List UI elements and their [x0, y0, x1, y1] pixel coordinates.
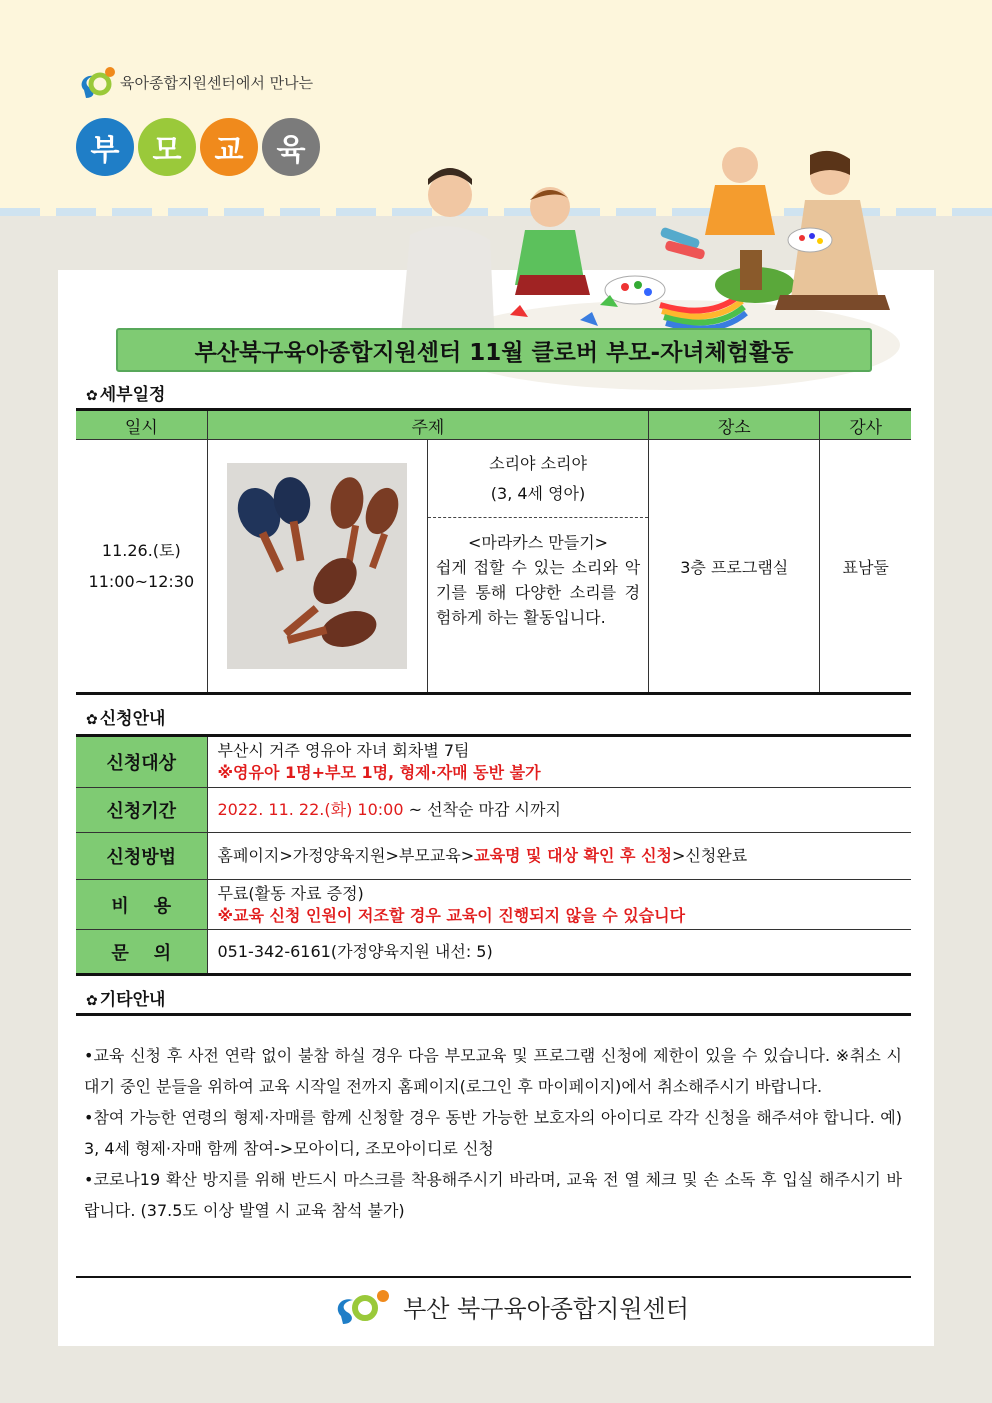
etc-divider [76, 1013, 911, 1016]
activity-description: 쉽게 접할 수 있는 소리와 악기를 통해 다양한 소리를 경험하게 하는 활동입니다. [435, 558, 641, 627]
etc-note-1: •교육 신청 후 사전 연락 없이 불참 하실 경우 다음 부모교육 및 프로그램 신청에 제한이 있을 수 있습니다. ※취소 시 대기 중인 분들을 위하여 교육 시작일 전까지 홈페이지(로그인 후 마이페이지)에서 취소해주시기 바랍니다. [84, 1046, 902, 1096]
etc-note-2: •참여 가능한 연령의 형제·자매를 함께 신청할 경우 동반 가능한 보호자의 아이디로 각각 신청을 해주셔야 합니다. 예) 3, 4세 형제·자매 함께 참여->모아이디, 조모아이디로 신청 [84, 1108, 902, 1158]
schedule-time: 11:00~12:30 [88, 572, 195, 591]
flower-icon: ✿ [86, 712, 98, 728]
header-tagline: 육아종합지원센터에서 만나는 [120, 73, 314, 92]
apply-table [76, 734, 911, 976]
activity-name: <마라카스 만들기> [467, 533, 609, 552]
header-logo-row [76, 62, 313, 102]
event-title-banner: 부산북구육아종합지원센터 11월 클로버 부모-자녀체험활동 [116, 328, 872, 372]
footer-divider [76, 1276, 911, 1278]
title-char-4: 육 [262, 118, 320, 176]
topic-cell [427, 440, 648, 694]
etc-note-3: •코로나19 확산 방지를 위해 반드시 마스크를 착용해주시기 바라며, 교육 전 열 체크 및 손 소독 후 입실 해주시기 바랍니다. (37.5도 이상 발열 시 교육 참석 불가) [84, 1170, 902, 1220]
center-logo-icon [331, 1286, 395, 1326]
footer [300, 1282, 720, 1330]
apply-contact-value: 051-342-6161(가정양육지원 내선: 5) [207, 930, 911, 975]
etc-notes [84, 1040, 902, 1226]
apply-target-value: 부산시 거주 영유아 자녀 회차별 7팀 ※영유아 1명+부모 1명, 형제·자매 동반 불가 [207, 736, 911, 788]
apply-section-title: ✿ 신청안내 [86, 709, 166, 729]
center-logo-icon [76, 62, 116, 102]
schedule-table [76, 408, 911, 695]
title-char-3: 교 [200, 118, 258, 176]
schedule-instructor: 표남둘 [820, 440, 911, 694]
schedule-header-place: 장소 [649, 410, 820, 440]
apply-period-label: 신청기간 [76, 788, 207, 833]
etc-section-title: ✿ 기타안내 [86, 990, 166, 1010]
footer-center-name: 부산 북구육아종합지원센터 [403, 1294, 689, 1323]
topic-title: 소리야 소리야 [489, 453, 587, 473]
apply-method-label: 신청방법 [76, 833, 207, 880]
header-title [76, 118, 324, 176]
schedule-section-title: ✿ 세부일정 [86, 385, 166, 405]
maracas-photo [227, 463, 407, 669]
flower-icon: ✿ [86, 993, 98, 1009]
topic-age: (3, 4세 영아) [490, 483, 586, 503]
apply-contact-label: 문 의 [76, 930, 207, 975]
title-char-2: 모 [138, 118, 196, 176]
schedule-datetime-cell [76, 440, 207, 694]
schedule-date: 11.26.(토) [101, 541, 181, 560]
maracas-image-cell [207, 440, 427, 694]
schedule-header-date: 일시 [76, 410, 207, 440]
apply-target-label: 신청대상 [76, 736, 207, 788]
apply-fee-value: 무료(활동 자료 증정) ※교육 신청 인원이 저조할 경우 교육이 진행되지 않을 수 있습니다 [207, 880, 911, 930]
apply-period-value: 2022. 11. 22.(화) 10:00 ~ 선착순 마감 시까지 [207, 788, 911, 833]
title-char-1: 부 [76, 118, 134, 176]
schedule-place: 3층 프로그램실 [649, 440, 820, 694]
schedule-header-instructor: 강사 [820, 410, 911, 440]
schedule-header-topic: 주제 [207, 410, 649, 440]
flower-icon: ✿ [86, 388, 98, 404]
apply-fee-label: 비 용 [76, 880, 207, 930]
apply-method-value: 홈페이지>가정양육지원>부모교육>교육명 및 대상 확인 후 신청>신청완료 [207, 833, 911, 880]
